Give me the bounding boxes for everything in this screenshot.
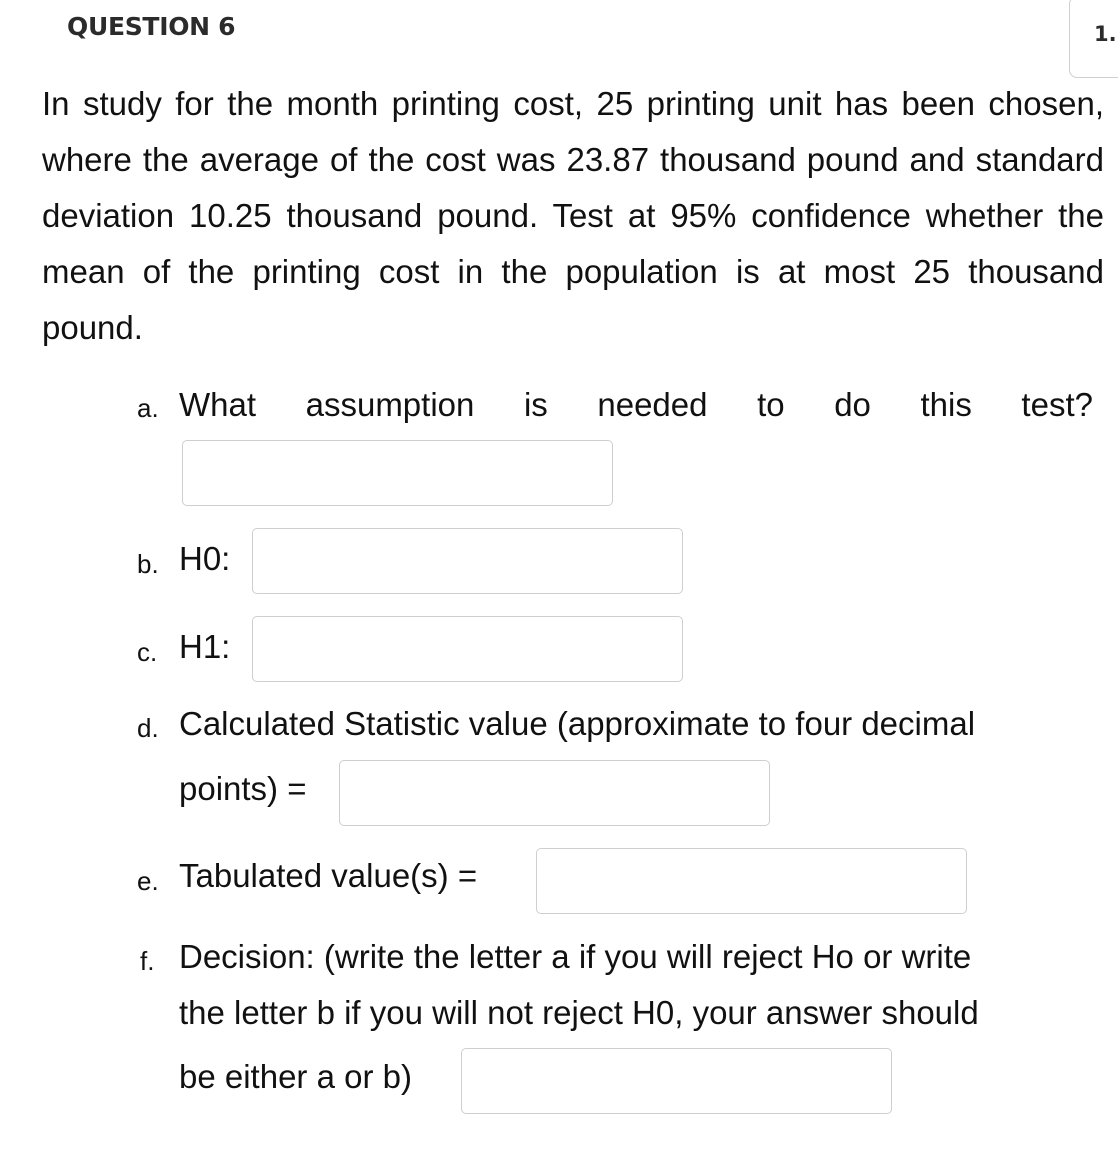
assumption-input[interactable] [182,440,613,506]
part-f-marker: f. [140,946,155,976]
h1-input[interactable] [252,616,683,682]
decision-label-line3: be either a or b) [179,1058,412,1095]
part-a-label [179,386,1093,424]
statistic-label-line1: Calculated Statistic value (approximate to four decimal [179,705,976,742]
tabulated-value-input[interactable] [536,848,967,914]
part-a-word: What [179,386,257,423]
tabulated-label: Tabulated value(s) = [179,857,478,894]
part-a-word: this [920,386,972,423]
question-text: In study for the month printing cost, 25 printing unit has been chosen, where the average of the cost was 23.87 thousand pound and standard deviation 10.25 thousand pound. Test at 95% confidence whether the mean of the printing cost in the population is at most 25 thousand pound. [42,85,1104,346]
question-title: QUESTION 6 [67,12,236,41]
part-d-marker: d. [137,713,159,743]
h0-input[interactable] [252,528,683,594]
part-e-marker: e. [137,866,159,896]
part-a-marker: a. [137,393,159,423]
decision-label-line2: the letter b if you will not reject H0, your answer should [179,994,979,1031]
decision-label-line1: Decision: (write the letter a if you will reject Ho or write [179,938,972,975]
part-a-word: assumption [305,386,475,423]
calculated-statistic-input[interactable] [339,760,770,826]
part-a-word: test? [1021,386,1093,423]
part-b-marker: b. [137,549,159,579]
part-a-word: is [523,386,548,423]
h1-label: H1: [179,628,231,665]
statistic-label-line2: points) = [179,770,307,807]
part-a-word: needed [597,386,708,423]
part-a-word: to [757,386,785,423]
decision-input[interactable] [461,1048,892,1114]
part-a-word: do [834,386,871,423]
part-c-marker: c. [137,637,158,667]
h0-label: H0: [179,540,231,577]
points-value: 1. [1094,22,1117,46]
